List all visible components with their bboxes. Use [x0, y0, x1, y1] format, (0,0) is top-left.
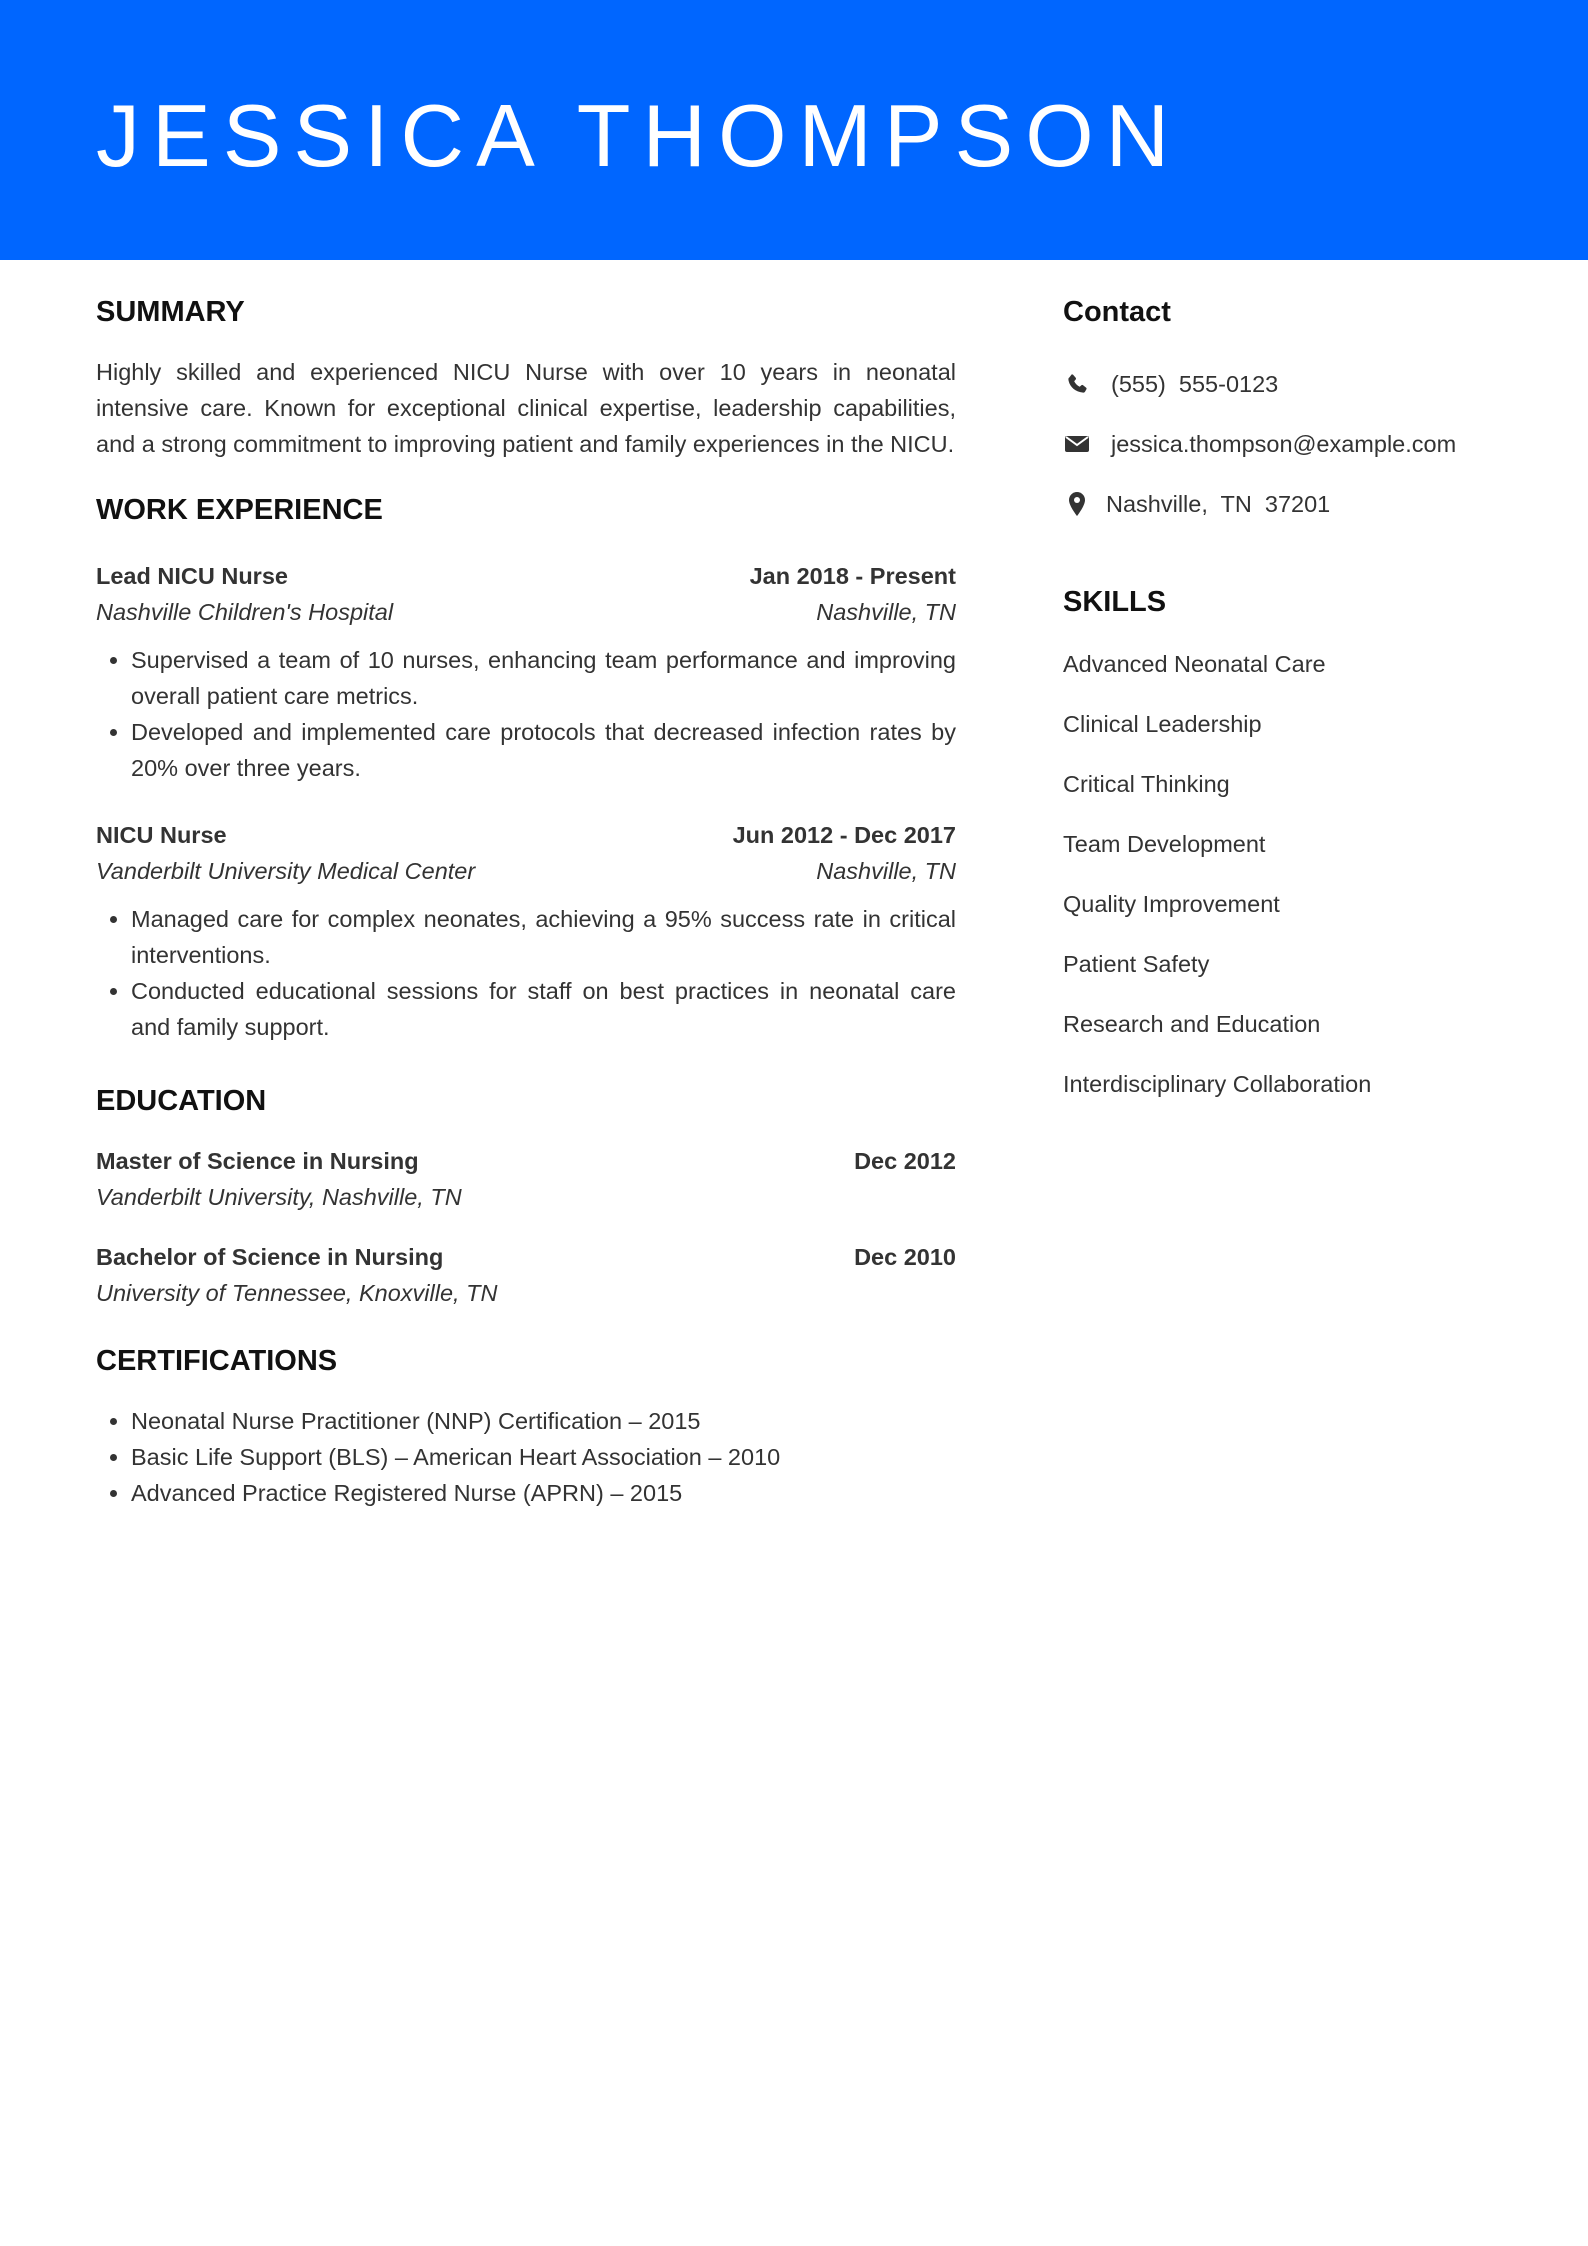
phone-icon	[1063, 370, 1091, 398]
job-bullets	[96, 901, 956, 1045]
certification-item: • Basic Life Support (BLS) – American Heart Association – 2010	[131, 1439, 956, 1475]
summary-section	[96, 290, 956, 462]
skill-item: Patient Safety	[1063, 951, 1210, 977]
job-location: Nashville, TN	[816, 858, 956, 884]
certifications-title: CERTIFICATIONS	[96, 1345, 338, 1377]
contact-section	[1063, 290, 1523, 534]
skill-item: Interdisciplinary Collaboration	[1063, 1071, 1372, 1097]
job-dates: Jan 2018 - Present	[749, 563, 956, 589]
job-bullet: • Managed care for complex neonates, achieving a 95% success rate in critical interventions.	[131, 901, 956, 973]
job-employer: Vanderbilt University Medical Center	[96, 858, 476, 884]
contact-phone[interactable]	[1063, 354, 1523, 414]
work-experience-section	[96, 488, 956, 1045]
skill-item: Team Development	[1063, 831, 1266, 857]
certification-item: • Neonatal Nurse Practitioner (NNP) Certification – 2015	[131, 1403, 956, 1439]
map-marker-icon	[1063, 490, 1091, 518]
education-entry	[96, 1239, 956, 1311]
skill-item: Research and Education	[1063, 1011, 1321, 1037]
skill-item: Critical Thinking	[1063, 771, 1230, 797]
contact-location-text: Nashville, TN 37201	[1106, 491, 1331, 517]
job-role: Lead NICU Nurse	[96, 563, 288, 589]
candidate-name: JESSICA THOMPSON	[96, 86, 1182, 185]
job-role: NICU Nurse	[96, 822, 227, 848]
certification-item: • Advanced Practice Registered Nurse (APRN) – 2015	[131, 1475, 956, 1511]
contact-location	[1063, 474, 1523, 534]
contact-email-text: jessica.thompson@example.com	[1111, 431, 1457, 457]
job-employer: Nashville Children's Hospital	[96, 599, 394, 625]
education-section	[96, 1079, 956, 1311]
skill-item: Clinical Leadership	[1063, 711, 1262, 737]
main-column	[96, 290, 956, 1511]
contact-phone-text: (555) 555-0123	[1111, 371, 1279, 397]
education-date: Dec 2010	[854, 1244, 956, 1270]
header-banner	[0, 0, 1588, 260]
job-location: Nashville, TN	[816, 599, 956, 625]
skills-section	[1063, 580, 1523, 1114]
envelope-icon	[1063, 430, 1091, 458]
skills-title: SKILLS	[1063, 586, 1167, 618]
certifications-section	[96, 1339, 956, 1511]
contact-title: Contact	[1063, 296, 1171, 328]
summary-title: SUMMARY	[96, 296, 245, 328]
summary-text: Highly skilled and experienced NICU Nurse with over 10 years in neonatal intensive care. Known for exceptional clinical expertise, leadership capabilities, and a strong commitment to improving patient and family experiences in the NICU.	[96, 359, 956, 457]
education-entry	[96, 1143, 956, 1215]
job-dates: Jun 2012 - Dec 2017	[732, 822, 956, 848]
job-bullet: • Developed and implemented care protocols that decreased infection rates by 20% over three years.	[131, 714, 956, 786]
job-entry	[96, 558, 956, 786]
job-bullet: • Conducted educational sessions for staff on best practices in neonatal care and family support.	[131, 973, 956, 1045]
contact-email[interactable]	[1063, 414, 1523, 474]
sidebar-column	[1063, 290, 1523, 1114]
job-bullet: • Supervised a team of 10 nurses, enhancing team performance and improving overall patient care metrics.	[131, 642, 956, 714]
education-degree: Master of Science in Nursing	[96, 1148, 419, 1174]
skill-item: Quality Improvement	[1063, 891, 1280, 917]
job-entry	[96, 817, 956, 1045]
education-degree: Bachelor of Science in Nursing	[96, 1244, 444, 1270]
education-title: EDUCATION	[96, 1085, 267, 1117]
education-date: Dec 2012	[854, 1148, 956, 1174]
work-experience-title: WORK EXPERIENCE	[96, 494, 383, 526]
certifications-list	[96, 1403, 956, 1511]
job-bullets	[96, 642, 956, 786]
education-school: Vanderbilt University, Nashville, TN	[96, 1184, 462, 1210]
education-school: University of Tennessee, Knoxville, TN	[96, 1280, 498, 1306]
skill-item: Advanced Neonatal Care	[1063, 651, 1326, 677]
